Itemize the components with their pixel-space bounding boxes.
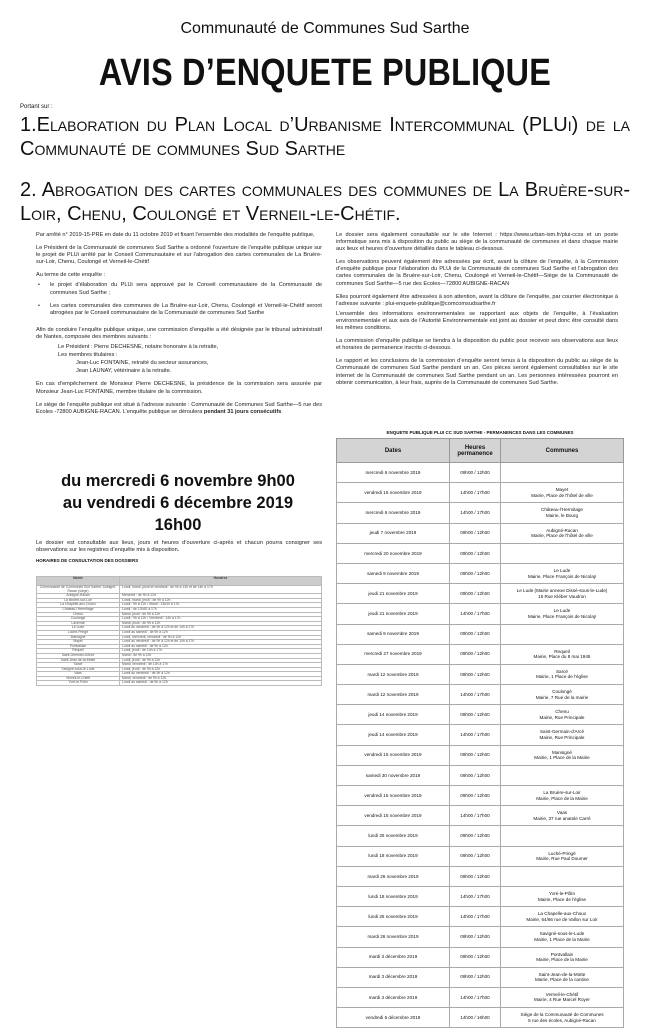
hours-header-mairie: Mairie <box>37 577 120 586</box>
hours-horaires-cell: Lundi : 9h à 12h / Mardi : 13h30 à 17h <box>120 603 322 608</box>
hours-mairie-cell: Mansigné <box>37 635 120 640</box>
permanence-hours-cell: 09h00 / 12h00 <box>450 563 501 583</box>
permanence-commune-cell: Chenu Mairie, Rue Principale <box>501 705 624 725</box>
permanence-commune-cell: Requeil Mairie, Place du 8 mai 1945 <box>501 644 624 664</box>
seat-text: Le siège de l’enquête publique est situé à l’adresse suivante : Communauté de Communes Sud Sarthe—5 rue des Ecoles -72800 AUBIGNE-RACAN. L’enquête publique se déroulera <box>36 401 322 415</box>
replacement-paragraph: En cas d’empêchement de Monsieur Pierre DECHESNE, la présidence de la commission sera assurée par Monsieur Jean-Luc FONTAINE, membre titulaire de la commission. <box>36 381 322 395</box>
permanence-commune-cell: Saint-Germain-d'Arcé Mairie, Rue Principale <box>501 725 624 745</box>
report-paragraph: Le rapport et les conclusions de la commission d’enquête seront tenus à la disposition du public au siège de la Communauté de communes Sud Sarthe pendant un an. Ces pièces seront également consultables sur le site internet de la Communauté de communes Sud Sarthe pendant un an. Les personnes intéressées pourront en obtenir communication, à leur frais, auprès de la Communauté de communes Sud Sarthe. <box>336 358 618 386</box>
permanence-row <box>337 604 624 624</box>
end-date: au vendredi 6 décembre 2019 <box>62 494 294 512</box>
hours-horaires-cell: Lundi, jeudi : de 9h à 12h <box>120 658 322 663</box>
permanence-commune-cell: Luché-Pringé Mairie, Rue Paul Doumer <box>501 846 624 866</box>
subject-item-1: 1.Elaboration du Plan Local d’Urbanisme Intercommunal (PLUi) de la Communauté de communes Sud Sarthe <box>20 114 630 160</box>
permanence-commune-cell: Le Lude (Mairie annexe Dissé-sous-le-Lude) 15 Rue Kléber Vaudron <box>501 584 624 604</box>
permanence-commune-cell: Saint-Jean-de-la-Motte Mairie, Place de la cantine <box>501 967 624 987</box>
permanence-date-cell: mardi 26 novembre 2019 <box>337 866 450 886</box>
permanence-date-cell: lundi 18 novembre 2019 <box>337 846 450 866</box>
hours-mairie-cell: Lavernat <box>37 621 120 626</box>
hours-horaires-cell: Lundi au vendredi : de 9h à 12h <box>120 672 322 677</box>
permanence-date-cell: jeudi 7 novembre 2019 <box>337 523 450 543</box>
permanence-row <box>337 584 624 604</box>
permanence-commune-cell <box>501 624 624 644</box>
permanence-hours-cell: 14h00 / 17h00 <box>450 806 501 826</box>
header-communes: Communes <box>501 439 624 463</box>
hours-horaires-cell: Lundi : de 13h30 à 17h <box>120 607 322 612</box>
hours-horaires-cell: Lundi, mardi, jeudi et vendredi : de 9h à 12h et de 14h à 17h <box>120 586 322 594</box>
permanence-hours-cell: 14h00 / 17h00 <box>450 886 501 906</box>
permanence-hours-cell: 09h00 / 12h00 <box>450 584 501 604</box>
permanence-hours-cell: 09h00 / 12h00 <box>450 765 501 785</box>
permanence-row <box>337 927 624 947</box>
permanence-commune-cell <box>501 765 624 785</box>
commission-president: Le Président : Pierre DECHESNE, notaire honoraire à la retraite, <box>58 344 219 351</box>
duration-text: pendant 31 jours consécutifs <box>203 408 282 415</box>
right-column <box>336 232 618 393</box>
permanence-commune-cell: Sarcé Mairie, 1 Place de l'église <box>501 664 624 684</box>
hours-horaires-cell: Lundi, mercredi, vendredi : de 9h à 12h <box>120 635 322 640</box>
permanence-date-cell: vendredi 15 novembre 2019 <box>337 745 450 765</box>
header-hours: Heures permanence <box>450 439 501 463</box>
permanence-hours-cell: 09h00 / 12h00 <box>450 786 501 806</box>
portant-sur-label: Portant sur : <box>20 104 53 110</box>
permanence-row <box>337 463 624 483</box>
permanence-date-cell: lundi 25 novembre 2019 <box>337 907 450 927</box>
permanence-hours-cell: 09h00 / 12h00 <box>450 543 501 563</box>
permanence-date-cell: vendredi 15 novembre 2019 <box>337 806 450 826</box>
subject-item-2: 2. Abrogation des cartes communales des communes de La Bruère-sur-Loir, Chenu, Coulongé et Verneil-le-Chétif. <box>20 179 630 225</box>
permanence-commune-cell: Le Lude Mairie, Place François de Nicolaÿ <box>501 563 624 583</box>
seat-paragraph <box>36 402 322 416</box>
permanence-commune-cell: Mansigné Mairie, 1 Place de la Mairie <box>501 745 624 765</box>
permanence-date-cell: mardi 3 décembre 2019 <box>337 987 450 1007</box>
permanence-hours-cell: 14h00 / 17h00 <box>450 483 501 503</box>
hours-horaires-cell: Mardi : de 9h à 12h <box>120 653 322 658</box>
permanence-row <box>337 503 624 523</box>
hours-mairie-cell: Sarcé <box>37 663 120 668</box>
permanence-date-cell: mardi 12 novembre 2019 <box>337 685 450 705</box>
written-observations-paragraph: Les observations peuvent également être adressées par écrit, avant la clôture de l’enquête, à la Commission d’enquête publique pour l’élaboration du PLUi de la Communauté de communes Sud Sarthe et l’abrogation des cartes communales de la Bruère-sur-Loir, Chenu, Coulongé et Verneil-le-Chétif—Siège de la Communauté de communes Sud Sarthe—5 rue des Ecoles—72800 AUBIGNE-RACAN <box>336 259 618 287</box>
hours-horaires-cell: Lundi au samedi : de 9h à 12h <box>120 630 322 635</box>
permanence-hours-cell: 14h00 / 17h00 <box>450 987 501 1007</box>
hours-header-horaires: Horaires <box>120 577 322 586</box>
permanence-row <box>337 846 624 866</box>
hours-mairie-cell: Savigné-sous-le-Lude <box>37 667 120 672</box>
hours-horaires-cell: Lundi, jeudi : de 14h à 17h <box>120 649 322 654</box>
permanence-row <box>337 543 624 563</box>
hours-horaires-cell: Mercredi : de 9h à 12h <box>120 594 322 599</box>
hours-mairie-cell: Chenu <box>37 612 120 617</box>
permanence-commune-cell <box>501 463 624 483</box>
hours-horaires-cell: Lundi, jeudi : de 9h à 12h <box>120 667 322 672</box>
permanences-table-caption: ENQUETE PUBLIQUE PLUI CC SUD SARTHE - PERMANENCES DANS LES COMMUNES <box>386 430 574 435</box>
hours-mairie-cell: La Bruère-sur-Loir <box>37 598 120 603</box>
hours-mairie-cell: Château-l'Hermitage <box>37 607 120 612</box>
header-dates: Dates <box>337 439 450 463</box>
permanence-date-cell: vendredi 15 novembre 2019 <box>337 483 450 503</box>
permanence-commune-cell: Coulongé Mairie, 7 Rue de la mairie <box>501 685 624 705</box>
hours-row <box>37 681 322 686</box>
permanence-commune-cell: Verneil-le-Chétif Mairie, 4 Rue Marcel Royer <box>501 987 624 1007</box>
permanence-commune-cell: Siège de la Communauté de Communes 5 rue des écoles, Aubigné-Racan <box>501 1008 624 1028</box>
organization-name: Communauté de Communes Sud Sarthe <box>180 20 470 37</box>
permanence-commune-cell: Pontvallain Mairie, Place de la Mairie <box>501 947 624 967</box>
permanence-date-cell: samedi 9 novembre 2019 <box>337 563 450 583</box>
hours-mairie-cell: Pontvallain <box>37 644 120 649</box>
permanence-date-cell: lundi 25 novembre 2019 <box>337 826 450 846</box>
permanence-date-cell: samedi 9 novembre 2019 <box>337 624 450 644</box>
start-date: du mercredi 6 novembre 9h00 <box>61 472 295 490</box>
permanence-hours-cell: 09h00 / 12h00 <box>450 745 501 765</box>
outcome-bullet-1: • le projet d’élaboration du PLUi sera approuvé par le Conseil communautaire de la Communauté de communes Sud Sarthe ; <box>36 282 322 296</box>
hours-horaires-cell: Mardi, jeudi : de 9h à 12h <box>120 612 322 617</box>
permanence-row <box>337 664 624 684</box>
permanence-commune-cell: Mayet Mairie, Place de l'hôtel de ville <box>501 483 624 503</box>
permanence-row <box>337 947 624 967</box>
permanence-row <box>337 483 624 503</box>
permanence-paragraph: La commission d’enquête publique se tiendra à la disposition du public pour recevoir ses observations aux lieux et horaires de permanence inscrits ci-dessous. <box>336 338 618 352</box>
permanence-date-cell: mardi 12 novembre 2019 <box>337 664 450 684</box>
hours-mairie-cell: Le Lude <box>37 626 120 631</box>
permanence-date-cell: mercredi 20 novembre 2019 <box>337 543 450 563</box>
permanence-commune-cell: Aubigné-Racan Mairie, Place de l'hôtel de ville <box>501 523 624 543</box>
permanence-hours-cell: 14h00 / 16h00 <box>450 1008 501 1028</box>
permanence-row <box>337 866 624 886</box>
commission-paragraph: Afin de conduire l’enquête publique unique, une commission d’enquête a été désignée par le tribunal administratif de Nantes, composée des membres suivants : <box>36 326 322 340</box>
hours-table-title: HORAIRES DE CONSULTATION DES DOSSIERS <box>36 558 139 563</box>
permanence-hours-cell: 14h00 / 17h00 <box>450 725 501 745</box>
hours-mairie-cell: Verneil-le-Chétif <box>37 676 120 681</box>
end-time: 16h00 <box>154 516 202 534</box>
permanence-hours-cell: 09h00 / 12h00 <box>450 705 501 725</box>
email-observations-paragraph: Elles pourront également être adressées à son attention, avant la clôture de l’enquête, par courrier électronique à l’adresse suivante : plui-enquete-publique@comcomsudsarthe.fr <box>336 293 618 307</box>
decree-paragraph: Par arrêté n° 2019-15-PRE en date du 11 octobre 2019 et fixant l’ensemble des modalités de l’enquête publique, <box>36 232 315 238</box>
permanence-commune-cell <box>501 866 624 886</box>
hours-horaires-cell: Mardi, jeudi : de 9h à 12h <box>120 621 322 626</box>
permanence-commune-cell: Savigné-sous-le-Lude Mairie, 1 Place de la Mairie <box>501 927 624 947</box>
permanence-hours-cell: 14h00 / 17h00 <box>450 503 501 523</box>
permanence-hours-cell: 09h00 / 12h00 <box>450 927 501 947</box>
permanence-commune-cell: Vaas Mairie, 37 rue anatole Carré <box>501 806 624 826</box>
permanence-row <box>337 806 624 826</box>
permanence-commune-cell: La Bruère-sur-Loir Mairie, Place de la Mairie <box>501 786 624 806</box>
commission-members-label: Les membres titulaires : <box>58 352 118 359</box>
permanence-date-cell: mercredi 27 novembre 2019 <box>337 644 450 664</box>
hours-mairie-cell: Mayet <box>37 640 120 645</box>
left-column <box>36 232 322 422</box>
hours-horaires-cell: Lundi au vendredi : de 9h à 12h et de 14h à 17h <box>120 626 322 631</box>
permanence-hours-cell: 09h00 / 12h00 <box>450 967 501 987</box>
permanence-date-cell: jeudi 14 novembre 2019 <box>337 725 450 745</box>
permanence-hours-cell: 09h00 / 12h00 <box>450 664 501 684</box>
permanence-row <box>337 644 624 664</box>
hours-mairie-cell: Saint-Jean-de-la-Motte <box>37 658 120 663</box>
permanence-row <box>337 907 624 927</box>
permanence-row <box>337 826 624 846</box>
permanence-row <box>337 1008 624 1028</box>
hours-horaires-cell: Lundi, mardi, jeudi : de 9h à 12h <box>120 598 322 603</box>
hours-mairie-cell: Coulongé <box>37 617 120 622</box>
commission-member-1: Jean-Luc FONTAINE, retraité du secteur assurances, <box>76 360 209 367</box>
permanence-row <box>337 886 624 906</box>
hours-mairie-cell: Saint-Germain-d'Arcé <box>37 653 120 658</box>
hours-mairie-cell: Vaas <box>37 672 120 677</box>
permanence-row <box>337 624 624 644</box>
permanence-commune-cell: La Chapelle-aux-Choux Mairie, 64/66 rue de Vallon sur Loir <box>501 907 624 927</box>
permanence-row <box>337 563 624 583</box>
permanence-date-cell: mardi 26 novembre 2019 <box>337 927 450 947</box>
permanence-date-cell: vendredi 6 décembre 2019 <box>337 1008 450 1028</box>
hours-mairie-cell: Communauté de Communes Sud Sarthe, Aubigné-Racan (siège) <box>37 586 120 594</box>
permanence-date-cell: mardi 3 décembre 2019 <box>337 967 450 987</box>
permanence-date-cell: mercredi 6 novembre 2019 <box>337 463 450 483</box>
hours-horaires-cell: Mardi, vendredi : de 9h à 12h <box>120 676 322 681</box>
hours-horaires-cell: Lundi au vendredi : de 9h à 12h et de 14h à 17h <box>120 640 322 645</box>
president-paragraph: Le Président de la Communauté de communes Sud Sarthe a ordonné l’ouverture de l’enquête publique unique sur le projet de PLUi arrêté par le Conseil Communautaire et sur l’abrogation des cartes communales de La Bruère-sur-Loir, Chenu, Coulongé et Verneil-le-Chétif <box>36 245 322 266</box>
outcome-bullet-2: • Les cartes communales des communes de La Bruère-sur-Loir, Chenu, Coulongé et Verneil-le-Chétif seront abrogées par le Conseil communautaire de la Communauté de communes Sud Sarthe <box>36 303 322 317</box>
hours-horaires-cell: Lundi : 9h à 12h / Vendredi : 14h à 17h <box>120 617 322 622</box>
commission-member-2: Jean LAUNAY, vétérinaire à la retraite. <box>76 368 172 375</box>
permanence-date-cell: jeudi 21 novembre 2019 <box>337 604 450 624</box>
permanence-date-cell: lundi 18 novembre 2019 <box>337 886 450 906</box>
permanence-date-cell: samedi 30 novembre 2019 <box>337 765 450 785</box>
permanence-row <box>337 786 624 806</box>
enquiry-dates <box>20 470 336 536</box>
permanence-row <box>337 705 624 725</box>
permanence-hours-cell: 14h00 / 17h00 <box>450 604 501 624</box>
hours-mairie-cell: Luché-Pringé <box>37 630 120 635</box>
permanence-hours-cell: 09h00 / 12h00 <box>450 866 501 886</box>
permanence-hours-cell: 09h00 / 12h00 <box>450 644 501 664</box>
page-title: AVIS D’ENQUETE PUBLIQUE <box>98 52 552 94</box>
permanence-row <box>337 765 624 785</box>
permanence-commune-cell <box>501 543 624 563</box>
permanence-row <box>337 725 624 745</box>
permanence-date-cell: vendredi 15 novembre 2019 <box>337 786 450 806</box>
permanence-row <box>337 967 624 987</box>
permanence-date-cell: mardi 3 décembre 2019 <box>337 947 450 967</box>
permanence-hours-cell: 09h00 / 12h00 <box>450 523 501 543</box>
consultation-hours-table <box>36 576 322 686</box>
permanence-commune-cell: Le Lude Mairie, Place François de Nicolaÿ <box>501 604 624 624</box>
permanence-row <box>337 685 624 705</box>
permanence-hours-cell: 09h00 / 12h00 <box>450 826 501 846</box>
permanence-date-cell: mercredi 6 novembre 2019 <box>337 503 450 523</box>
permanence-hours-cell: 09h00 / 12h00 <box>450 624 501 644</box>
permanence-row <box>337 523 624 543</box>
website-paragraph: Le dossier sera également consultable sur le site Internet : https://www.urban-ism.fr/plui-ccss et un poste informatique sera mis à disposition du public au siège de la communauté de communes et dans chaque mairie aux lieux et heures d’ouverture détaillés dans le tableau ci-dessous. <box>336 232 618 253</box>
hours-mairie-cell: La Chapelle-aux-Choux <box>37 603 120 608</box>
permanence-date-cell: jeudi 14 novembre 2019 <box>337 705 450 725</box>
hours-horaires-cell: Mardi, vendredi : de 14h à 17h <box>120 663 322 668</box>
permanence-commune-cell: Yvré-le-Pôlin Mairie, Place de l'église <box>501 886 624 906</box>
permanence-hours-cell: 09h00 / 12h00 <box>450 463 501 483</box>
hours-mairie-cell: Requeil <box>37 649 120 654</box>
permanence-date-cell: jeudi 21 novembre 2019 <box>337 584 450 604</box>
hours-horaires-cell: Lundi au samedi : de 9h à 12h <box>120 644 322 649</box>
permanences-table <box>336 438 624 1028</box>
hours-horaires-cell: Lundi au samedi : de 9h à 12h <box>120 681 322 686</box>
outcome-intro: Au terme de cette enquête : <box>36 272 106 279</box>
permanence-hours-cell: 09h00 / 12h00 <box>450 846 501 866</box>
permanence-hours-cell: 14h00 / 17h00 <box>450 685 501 705</box>
environment-paragraph: L’ensemble des informations environnementales se rapportant aux objets de l’enquête, à l’évaluation environnementale et aux avis de l’Autorité Environnementale est joint au dossier et peut donc être consulté dans les mêmes conditions. <box>336 310 618 332</box>
hours-mairie-cell: Yvré-le-Pôlin <box>37 681 120 686</box>
hours-mairie-cell: Aubigné-Racan <box>37 594 120 599</box>
permanence-row <box>337 745 624 765</box>
permanence-row <box>337 987 624 1007</box>
permanence-hours-cell: 09h00 / 12h00 <box>450 947 501 967</box>
permanence-commune-cell <box>501 826 624 846</box>
permanence-commune-cell: Château-l'Hermitage Mairie, le Bourg <box>501 503 624 523</box>
consultation-text: Le dossier est consultable aux lieux, jours et heures d’ouverture ci-après et chacun pourra consigner ses observations sur les registres d’enquête mis à disposition. <box>36 540 322 554</box>
permanence-hours-cell: 14h00 / 17h00 <box>450 907 501 927</box>
